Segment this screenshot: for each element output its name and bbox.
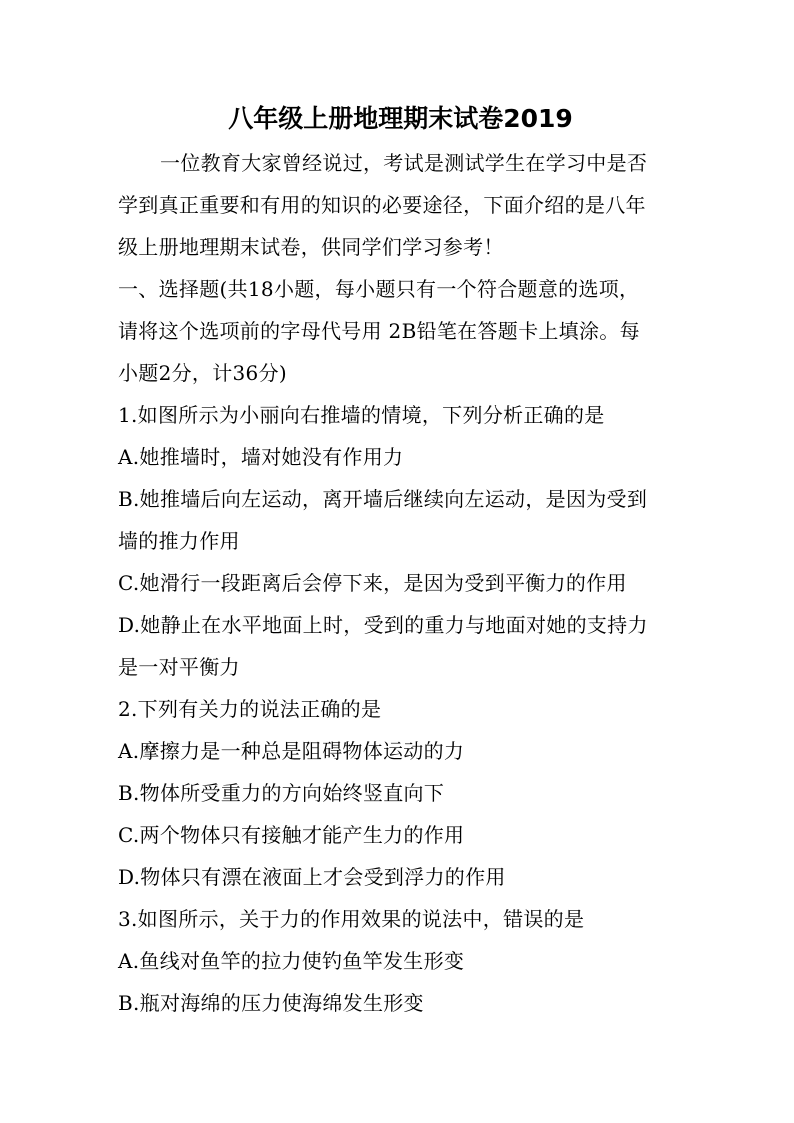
question-1-option-b-cont: 墙的推力作用 bbox=[118, 529, 240, 553]
document-title: 八年级上册地理期末试卷2019 bbox=[228, 104, 573, 133]
question-2-option-d: D.物体只有漂在液面上才会受到浮力的作用 bbox=[118, 865, 506, 889]
question-1-stem: 1.如图所示为小丽向右推墙的情境，下列分析正确的是 bbox=[118, 403, 605, 427]
section-heading-line-2: 请将这个选项前的字母代号用 2B铅笔在答题卡上填涂。每 bbox=[118, 319, 640, 343]
question-2-stem: 2.下列有关力的说法正确的是 bbox=[118, 697, 382, 721]
document-page bbox=[118, 96, 683, 1024]
question-1-option-b: B.她推墙后向左运动，离开墙后继续向左运动，是因为受到 bbox=[118, 487, 648, 511]
question-3-option-a: A.鱼线对鱼竿的拉力使钓鱼竿发生形变 bbox=[118, 949, 465, 973]
question-2-option-b: B.物体所受重力的方向始终竖直向下 bbox=[118, 781, 445, 805]
section-heading-line-3: 小题2分，计36分) bbox=[118, 361, 287, 385]
section-heading-line-1: 一、选择题(共18小题，每小题只有一个符合题意的选项， bbox=[118, 277, 640, 301]
intro-line-1: 一位教育大家曾经说过，考试是测试学生在学习中是否 bbox=[160, 151, 648, 175]
question-2-option-a: A.摩擦力是一种总是阻碍物体运动的力 bbox=[118, 739, 465, 763]
question-3-option-b: B.瓶对海绵的压力使海绵发生形变 bbox=[118, 991, 424, 1015]
question-1-option-c: C.她滑行一段距离后会停下来，是因为受到平衡力的作用 bbox=[118, 571, 627, 595]
question-1-option-d: D.她静止在水平地面上时，受到的重力与地面对她的支持力 bbox=[118, 613, 648, 637]
question-1-option-a: A.她推墙时，墙对她没有作用力 bbox=[118, 445, 404, 469]
intro-line-3: 级上册地理期末试卷，供同学们学习参考！ bbox=[118, 235, 504, 259]
question-1-option-d-cont: 是一对平衡力 bbox=[118, 655, 240, 679]
intro-line-2: 学到真正重要和有用的知识的必要途径，下面介绍的是八年 bbox=[118, 193, 646, 217]
question-3-stem: 3.如图所示，关于力的作用效果的说法中，错误的是 bbox=[118, 907, 585, 931]
question-2-option-c: C.两个物体只有接触才能产生力的作用 bbox=[118, 823, 465, 847]
